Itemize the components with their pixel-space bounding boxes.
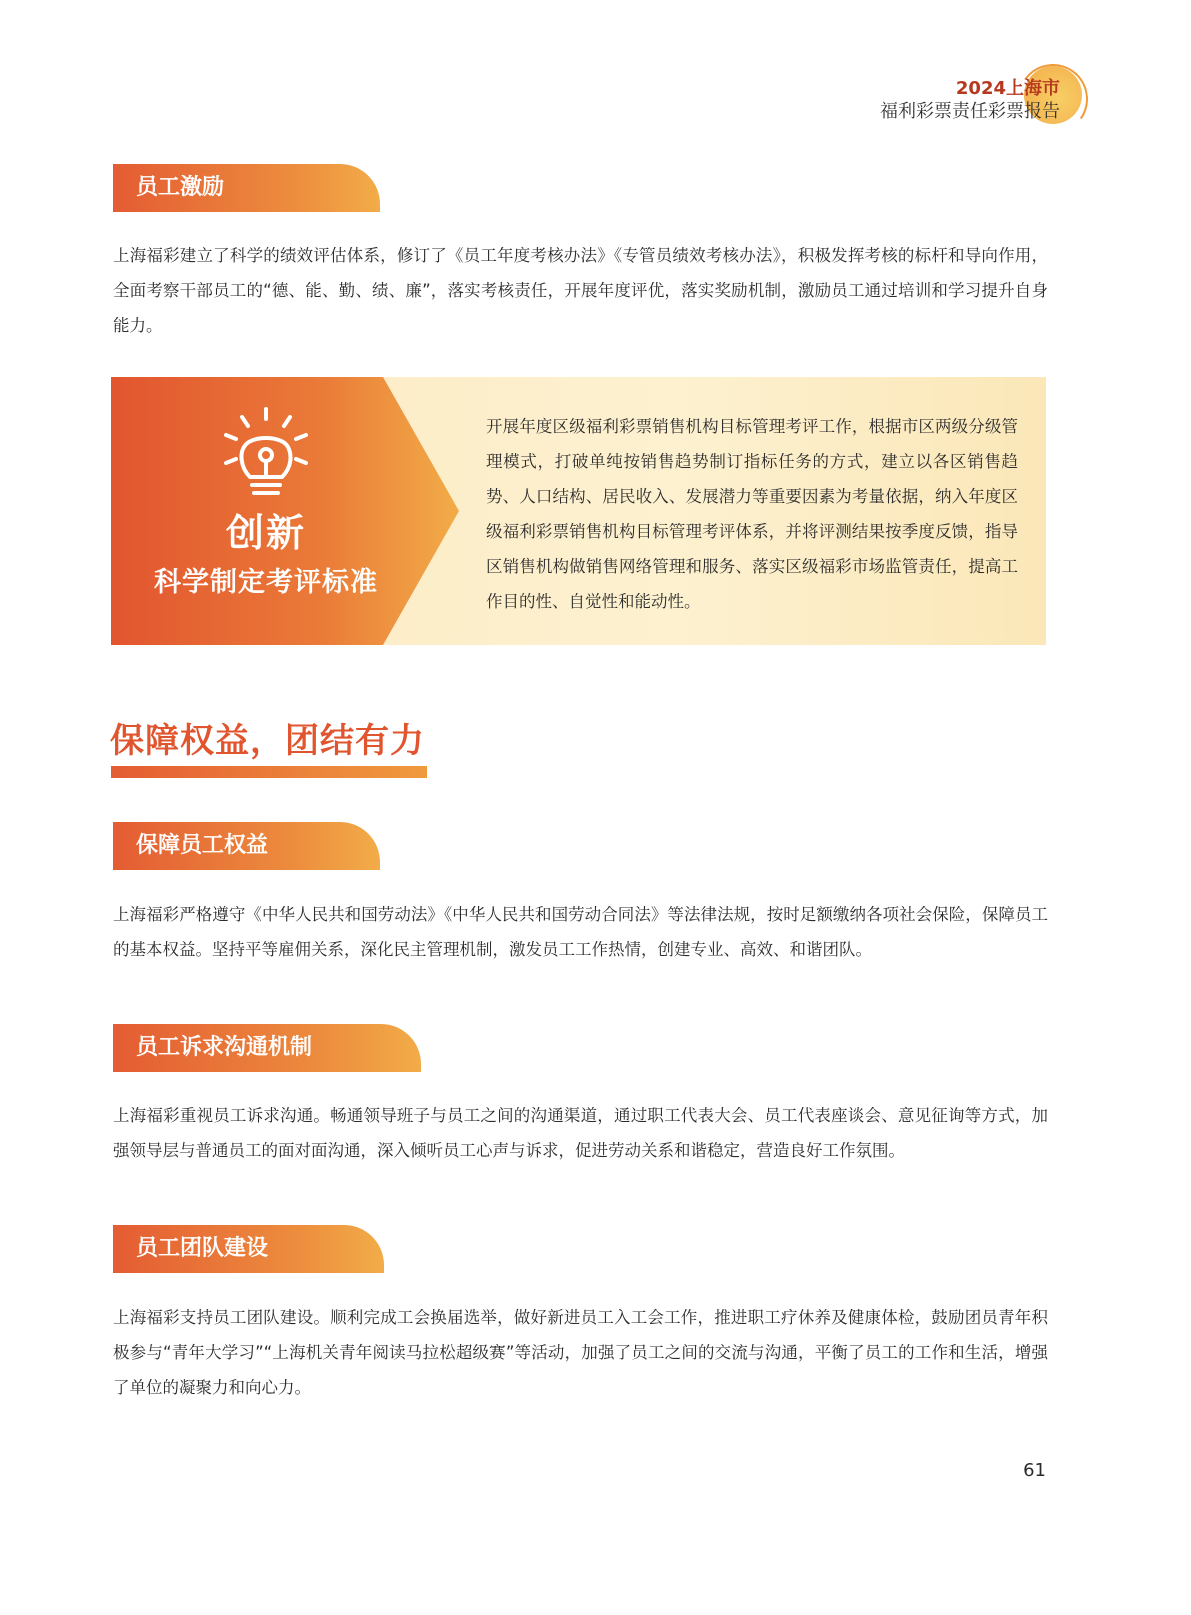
page-number: 61	[1023, 1460, 1046, 1481]
innovation-title: 创新	[225, 511, 306, 555]
section-tag-team: 员工团队建设	[113, 1225, 384, 1273]
innovation-paragraph: 开展年度区级福利彩票销售机构目标管理考评工作，根据市区两级分级管理模式，打破单纯按销售趋势制订指标任务的方式，建立以各区销售趋势、人口结构、居民收入、发展潜力等重要因素为考量依据，纳入年度区级福利彩票销售机构目标管理考评体系，并将评测结果按季度反馈，指导区销售机构做销售网络管理和服务、落实区级福彩市场监管责任，提高工作目的性、自觉性和能动性。	[486, 417, 1018, 611]
main-heading: 保障权益，团结有力	[110, 721, 425, 761]
communication-paragraph: 上海福彩重视员工诉求沟通。畅通领导班子与员工之间的沟通渠道，通过职工代表大会、员工代表座谈会、意见征询等方式，加强领导层与普通员工的面对面沟通，深入倾听员工心声与诉求，促进劳动关系和谐稳定，营造良好工作氛围。	[113, 1106, 1048, 1160]
main-heading-underline	[111, 766, 427, 778]
section-tag-incentive: 员工激励	[113, 164, 380, 212]
section-tag-rights: 保障员工权益	[113, 822, 380, 870]
incentive-paragraph: 上海福彩建立了科学的绩效评估体系，修订了《员工年度考核办法》《专管员绩效考核办法》，积极发挥考核的标杆和导向作用，全面考察干部员工的“德、能、勤、绩、廉”，落实考核责任，开展年度评优，落实奖励机制，激励员工通过培训和学习提升自身能力。	[113, 246, 1048, 335]
rights-paragraph: 上海福彩严格遵守《中华人民共和国劳动法》《中华人民共和国劳动合同法》等法律法规，按时足额缴纳各项社会保险，保障员工的基本权益。坚持平等雇佣关系，深化民主管理机制，激发员工工作热情，创建专业、高效、和谐团队。	[113, 905, 1048, 959]
innovation-subtitle: 科学制定考评标准	[154, 567, 378, 598]
lightbulb-icon	[220, 405, 312, 503]
header-report-title: 福利彩票责任彩票报告	[880, 101, 1060, 122]
section-tag-communication: 员工诉求沟通机制	[113, 1024, 421, 1072]
team-paragraph: 上海福彩支持员工团队建设。顺利完成工会换届选举，做好新进员工入工会工作，推进职工疗休养及健康体检，鼓励团员青年积极参与“青年大学习”“上海机关青年阅读马拉松超级赛”等活动，加强了员工之间的交流与沟通，平衡了员工的工作和生活，增强了单位的凝聚力和向心力。	[113, 1308, 1048, 1397]
header-year-city: 2024上海市	[955, 78, 1060, 99]
